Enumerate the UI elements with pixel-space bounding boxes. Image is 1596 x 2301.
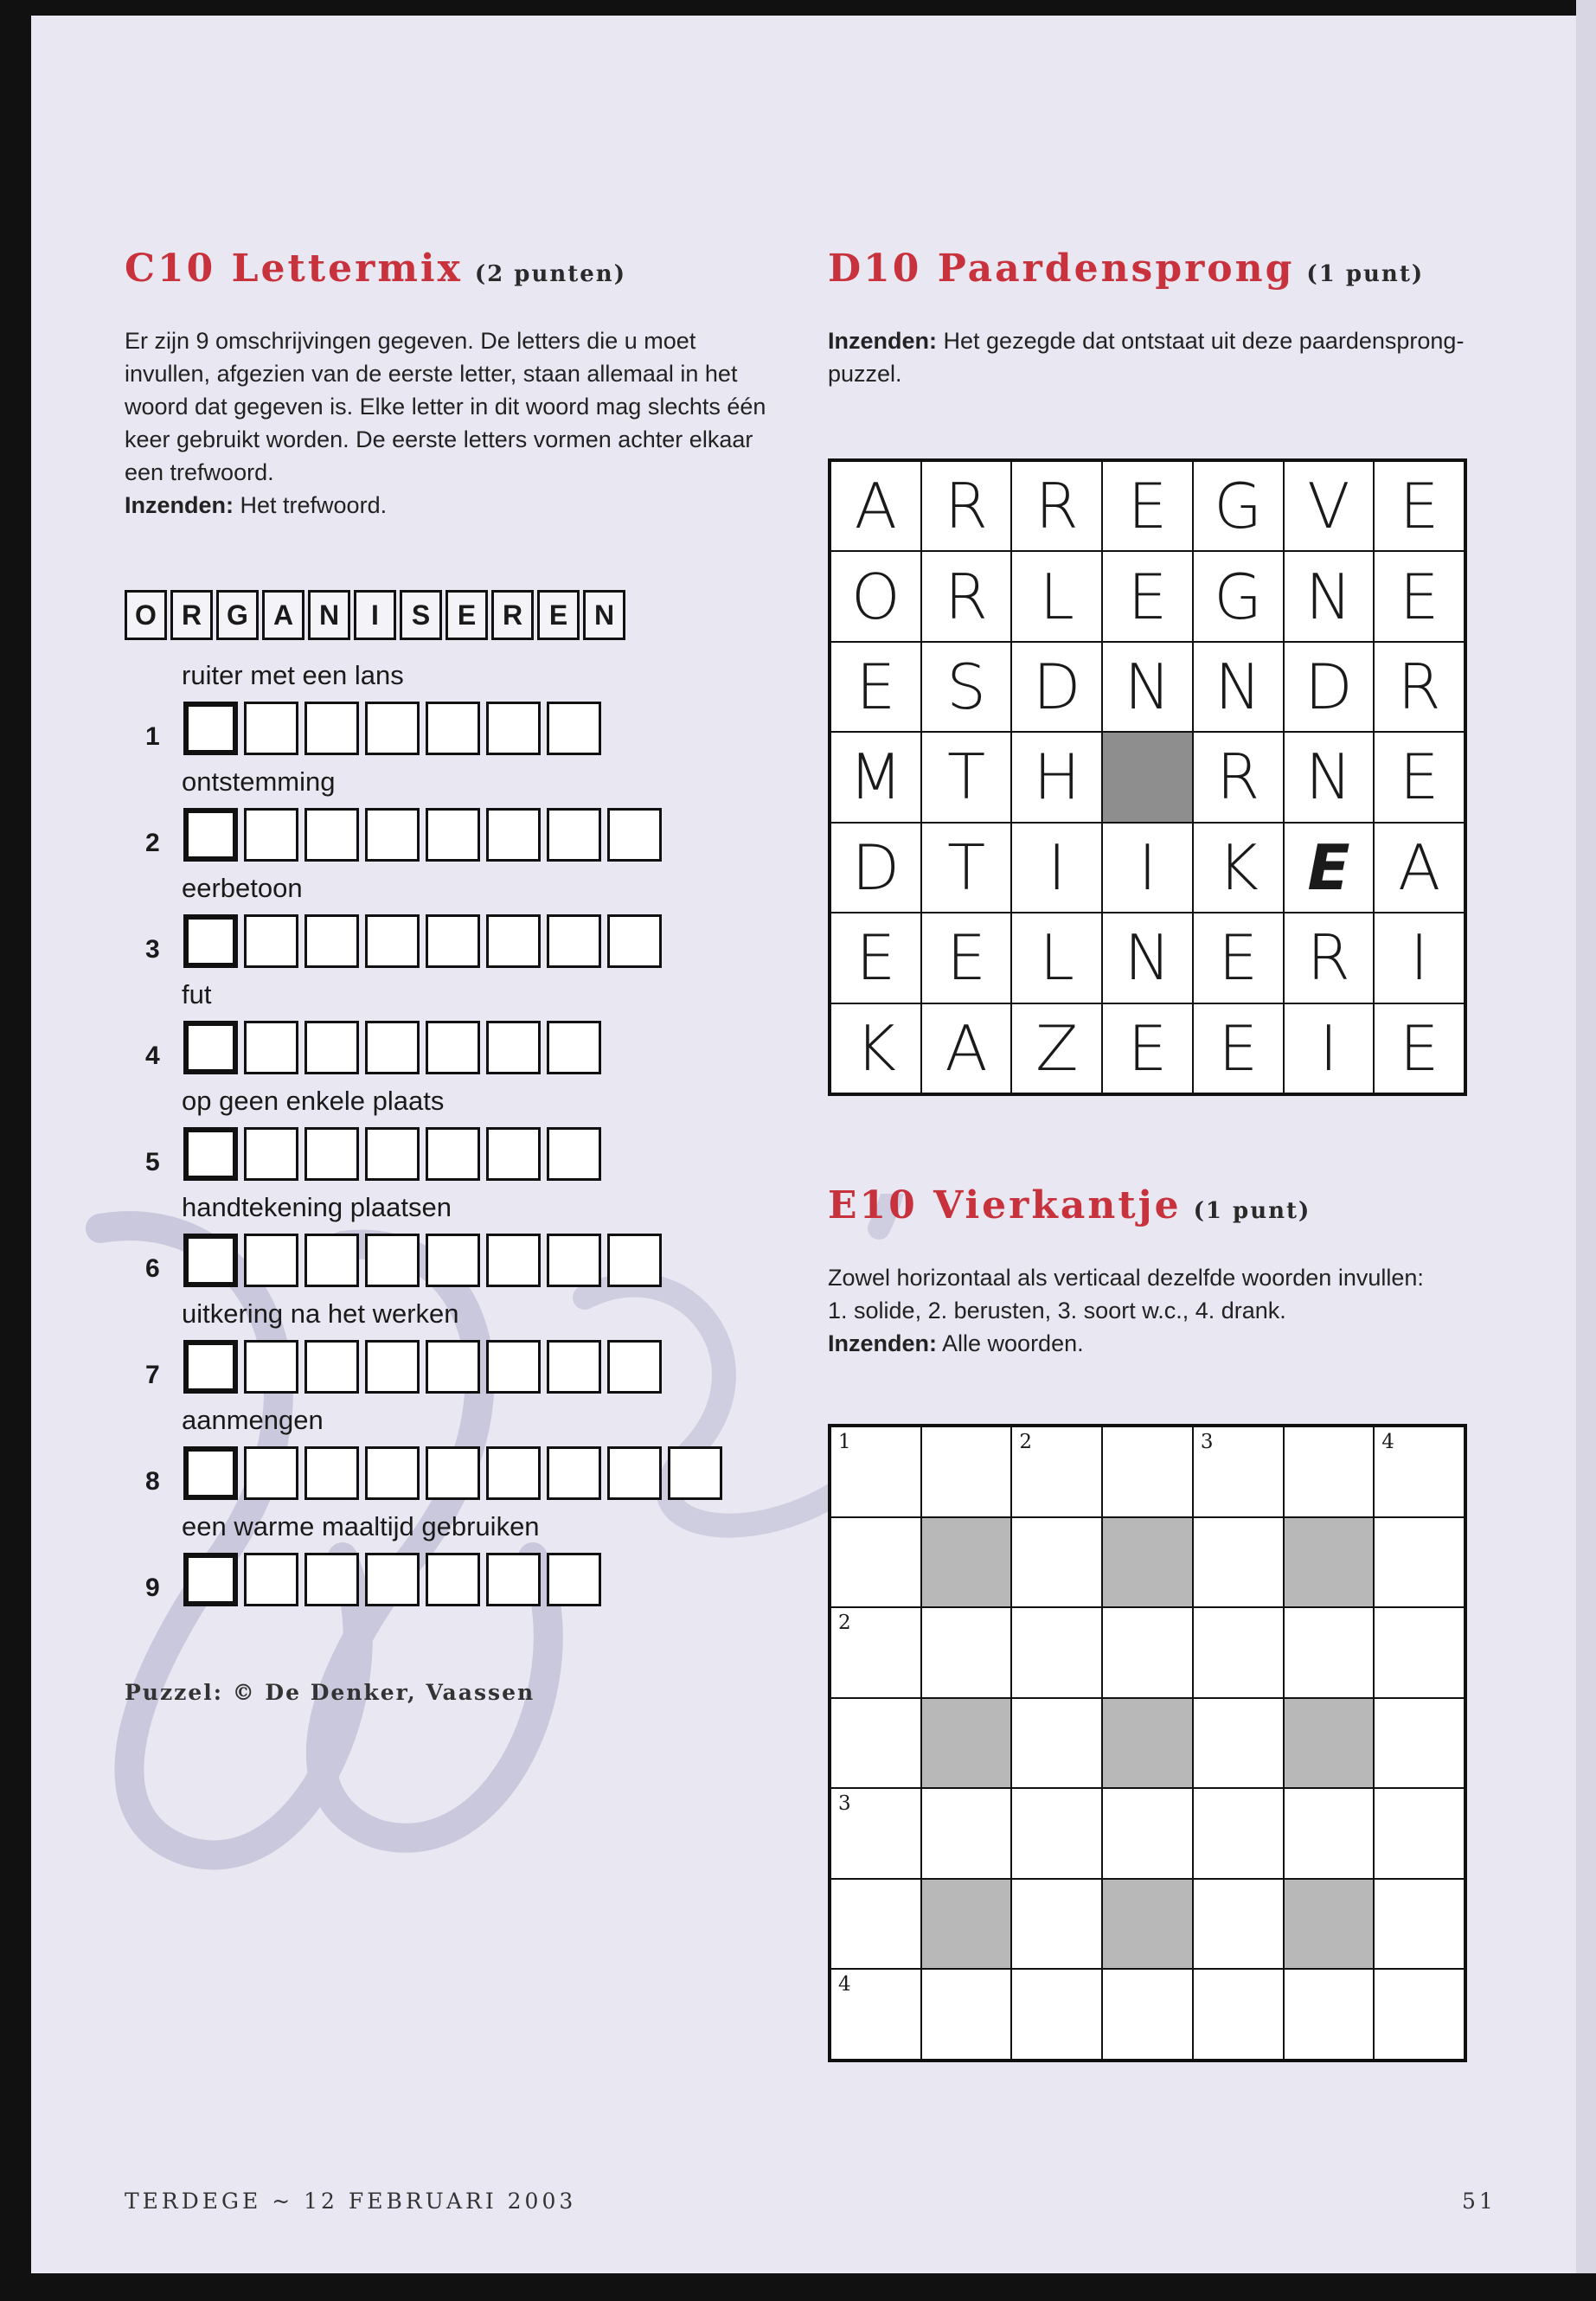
answer-letter-box[interactable] bbox=[304, 1234, 359, 1287]
grid-letter-cell: A bbox=[1374, 823, 1465, 913]
footer-publication: TERDEGE ~ 12 FEBRUARI 2003 bbox=[125, 2189, 577, 2214]
grid-answer-cell[interactable] bbox=[830, 1698, 921, 1789]
e10-points: (1 punt) bbox=[1193, 1198, 1311, 1224]
answer-letter-box[interactable] bbox=[365, 1340, 420, 1394]
grid-letter-cell: E bbox=[1374, 732, 1465, 822]
c10-submit-label: Inzenden: bbox=[125, 492, 234, 518]
grid-answer-cell[interactable] bbox=[1374, 1879, 1465, 1970]
word-letter: S bbox=[400, 590, 442, 640]
word-letter: R bbox=[491, 590, 534, 640]
d10-submit-text: Het gezegde dat ontstaat uit deze paardensprong-puzzel. bbox=[828, 328, 1465, 387]
grid-shaded-cell bbox=[1102, 1879, 1193, 1970]
answer-letter-box[interactable] bbox=[304, 1021, 359, 1074]
grid-letter-cell: R bbox=[1374, 642, 1465, 732]
answer-letter-box[interactable] bbox=[183, 1340, 238, 1394]
word-letter: G bbox=[216, 590, 259, 640]
answer-letter-box[interactable] bbox=[486, 808, 541, 862]
question-description: aanmengen bbox=[182, 1405, 324, 1435]
grid-letter-cell: D bbox=[830, 823, 921, 913]
answer-letter-box[interactable] bbox=[365, 1021, 420, 1074]
grid-answer-cell[interactable] bbox=[830, 1607, 921, 1698]
answer-letter-box[interactable] bbox=[607, 1340, 662, 1394]
grid-letter-cell: N bbox=[1284, 551, 1375, 641]
grid-letter-cell: E bbox=[1284, 823, 1375, 913]
answer-letter-box[interactable] bbox=[244, 808, 298, 862]
page-border-top bbox=[0, 0, 1596, 16]
vierkantje-grid bbox=[828, 1424, 1467, 2062]
answer-letter-box[interactable] bbox=[365, 1446, 420, 1500]
grid-answer-cell[interactable] bbox=[1102, 1426, 1193, 1517]
grid-answer-cell[interactable] bbox=[1193, 1607, 1284, 1698]
answer-letter-box[interactable] bbox=[244, 1234, 298, 1287]
grid-answer-cell[interactable] bbox=[921, 1788, 1012, 1879]
answer-letter-box[interactable] bbox=[426, 808, 480, 862]
question-number: 2 bbox=[145, 829, 160, 857]
grid-letter-cell: E bbox=[1193, 1003, 1284, 1093]
grid-answer-cell[interactable] bbox=[1284, 1788, 1375, 1879]
grid-shaded-cell bbox=[1102, 1517, 1193, 1608]
grid-letter-cell: T bbox=[921, 732, 1012, 822]
answer-letter-box[interactable] bbox=[183, 1446, 238, 1500]
c10-title: C10 Lettermix bbox=[125, 247, 463, 291]
grid-shaded-cell bbox=[1284, 1698, 1375, 1789]
answer-letter-box[interactable] bbox=[365, 1127, 420, 1181]
grid-answer-cell[interactable] bbox=[1193, 1788, 1284, 1879]
grid-letter-cell: N bbox=[1102, 913, 1193, 1003]
grid-letter-cell: K bbox=[830, 1003, 921, 1093]
answer-letter-box[interactable] bbox=[486, 1127, 541, 1181]
answer-letter-box[interactable] bbox=[486, 1340, 541, 1394]
question-description: handtekening plaatsen bbox=[182, 1192, 452, 1222]
e10-title: E10 Vierkantje bbox=[828, 1183, 1182, 1227]
grid-letter-cell: K bbox=[1193, 823, 1284, 913]
answer-letter-box[interactable] bbox=[547, 1234, 601, 1287]
answer-letter-box[interactable] bbox=[426, 1340, 480, 1394]
grid-letter-cell: I bbox=[1284, 1003, 1375, 1093]
answer-letter-box[interactable] bbox=[183, 914, 238, 968]
c10-points: (2 punten) bbox=[474, 261, 627, 287]
grid-letter-cell: O bbox=[830, 551, 921, 641]
answer-boxes bbox=[183, 702, 601, 755]
word-letter: E bbox=[445, 590, 488, 640]
answer-boxes bbox=[183, 1234, 662, 1287]
grid-clue-number: 4 bbox=[838, 1973, 851, 1997]
answer-letter-box[interactable] bbox=[486, 702, 541, 755]
grid-letter-cell: R bbox=[921, 551, 1012, 641]
grid-answer-cell[interactable] bbox=[1011, 1607, 1102, 1698]
grid-clue-number: 1 bbox=[838, 1431, 851, 1453]
answer-letter-box[interactable] bbox=[426, 914, 480, 968]
e10-heading bbox=[828, 1183, 1311, 1227]
d10-submit-label: Inzenden: bbox=[828, 328, 937, 354]
grid-answer-cell[interactable] bbox=[1011, 1879, 1102, 1970]
page-border-right bbox=[1576, 0, 1596, 2301]
d10-points: (1 punt) bbox=[1306, 261, 1425, 287]
grid-letter-cell: A bbox=[921, 1003, 1012, 1093]
word-letter: R bbox=[170, 590, 213, 640]
grid-clue-number: 4 bbox=[1381, 1431, 1394, 1453]
grid-letter-cell: E bbox=[830, 913, 921, 1003]
word-letter: O bbox=[125, 590, 167, 640]
question-description: eerbetoon bbox=[182, 873, 303, 903]
word-letter: N bbox=[583, 590, 625, 640]
grid-letter-cell: S bbox=[921, 642, 1012, 732]
answer-letter-box[interactable] bbox=[426, 1021, 480, 1074]
e10-intro-2: 1. solide, 2. berusten, 3. soort w.c., 4. drank. bbox=[828, 1298, 1286, 1324]
answer-letter-box[interactable] bbox=[547, 1553, 601, 1606]
question-number: 9 bbox=[145, 1574, 160, 1602]
grid-answer-cell[interactable] bbox=[1011, 1788, 1102, 1879]
grid-letter-cell: Z bbox=[1011, 1003, 1102, 1093]
grid-answer-cell[interactable] bbox=[1193, 1517, 1284, 1608]
grid-letter-cell: E bbox=[1102, 551, 1193, 641]
grid-letter-cell: L bbox=[1011, 913, 1102, 1003]
grid-answer-cell[interactable] bbox=[921, 1607, 1012, 1698]
grid-shaded-cell bbox=[921, 1698, 1012, 1789]
word-letter: A bbox=[262, 590, 304, 640]
answer-letter-box[interactable] bbox=[547, 914, 601, 968]
grid-letter-cell: N bbox=[1284, 732, 1375, 822]
grid-answer-cell[interactable] bbox=[1193, 1698, 1284, 1789]
grid-letter-cell: G bbox=[1193, 551, 1284, 641]
grid-letter-cell: E bbox=[1193, 913, 1284, 1003]
grid-letter-cell: D bbox=[1284, 642, 1375, 732]
grid-shaded-cell bbox=[1102, 732, 1193, 822]
question-number: 3 bbox=[145, 935, 160, 964]
answer-letter-box[interactable] bbox=[244, 1553, 298, 1606]
answer-letter-box[interactable] bbox=[304, 1446, 359, 1500]
grid-answer-cell[interactable] bbox=[1102, 1607, 1193, 1698]
grid-letter-cell: I bbox=[1374, 913, 1465, 1003]
grid-answer-cell[interactable] bbox=[1011, 1969, 1102, 2060]
answer-letter-box[interactable] bbox=[547, 702, 601, 755]
answer-letter-box[interactable] bbox=[244, 1340, 298, 1394]
answer-letter-box[interactable] bbox=[183, 702, 238, 755]
page-border-left bbox=[0, 0, 31, 2301]
grid-letter-cell: L bbox=[1011, 551, 1102, 641]
answer-letter-box[interactable] bbox=[304, 808, 359, 862]
grid-answer-cell[interactable] bbox=[1284, 1607, 1375, 1698]
answer-letter-box[interactable] bbox=[304, 702, 359, 755]
grid-letter-cell: T bbox=[921, 823, 1012, 913]
grid-letter-cell: M bbox=[830, 732, 921, 822]
grid-answer-cell[interactable] bbox=[1374, 1426, 1465, 1517]
answer-letter-box[interactable] bbox=[486, 1234, 541, 1287]
grid-letter-cell: R bbox=[1284, 913, 1375, 1003]
e10-submit-label: Inzenden: bbox=[828, 1330, 937, 1356]
grid-letter-cell: E bbox=[830, 642, 921, 732]
c10-intro: Er zijn 9 omschrijvingen gegeven. De letters die u moet invullen, afgezien van de eerste letter, staan allemaal in het woord dat gegeven is. Elke letter in dit woord mag slechts één keer gebruikt worden. De eerste letters vormen achter elkaar een trefwoord. bbox=[125, 328, 766, 485]
word-letter: E bbox=[537, 590, 580, 640]
question-number: 5 bbox=[145, 1148, 160, 1176]
grid-letter-cell: E bbox=[1102, 461, 1193, 551]
answer-letter-box[interactable] bbox=[365, 702, 420, 755]
grid-answer-cell[interactable] bbox=[921, 1426, 1012, 1517]
grid-answer-cell[interactable] bbox=[1011, 1517, 1102, 1608]
answer-letter-box[interactable] bbox=[304, 1340, 359, 1394]
grid-answer-cell[interactable] bbox=[1102, 1969, 1193, 2060]
answer-letter-box[interactable] bbox=[486, 914, 541, 968]
answer-letter-box[interactable] bbox=[244, 914, 298, 968]
grid-letter-cell: H bbox=[1011, 732, 1102, 822]
answer-letter-box[interactable] bbox=[304, 914, 359, 968]
d10-heading bbox=[828, 247, 1424, 291]
question-description: uitkering na het werken bbox=[182, 1298, 459, 1329]
grid-letter-cell: I bbox=[1011, 823, 1102, 913]
grid-clue-number: 2 bbox=[838, 1612, 851, 1635]
answer-letter-box[interactable] bbox=[304, 1553, 359, 1606]
grid-letter-cell: R bbox=[1193, 732, 1284, 822]
grid-shaded-cell bbox=[1102, 1698, 1193, 1789]
answer-letter-box[interactable] bbox=[183, 1021, 238, 1074]
e10-submit-text: Alle woorden. bbox=[942, 1330, 1084, 1356]
grid-letter-cell: E bbox=[1374, 551, 1465, 641]
answer-boxes bbox=[183, 1553, 601, 1606]
grid-answer-cell[interactable] bbox=[1193, 1969, 1284, 2060]
answer-boxes bbox=[183, 1446, 722, 1500]
c10-submit-text: Het trefwoord. bbox=[240, 492, 388, 518]
question-description: ruiter met een lans bbox=[182, 660, 404, 690]
c10-heading bbox=[125, 247, 626, 291]
question-number: 8 bbox=[145, 1467, 160, 1496]
answer-letter-box[interactable] bbox=[365, 808, 420, 862]
puzzle-credit: Puzzel: © De Denker, Vaassen bbox=[125, 1680, 535, 1705]
answer-letter-box[interactable] bbox=[183, 1127, 238, 1181]
answer-boxes bbox=[183, 1340, 662, 1394]
grid-clue-number: 3 bbox=[838, 1792, 851, 1816]
grid-answer-cell[interactable] bbox=[830, 1879, 921, 1970]
answer-letter-box[interactable] bbox=[365, 914, 420, 968]
grid-letter-cell: E bbox=[1102, 1003, 1193, 1093]
grid-letter-cell: D bbox=[1011, 642, 1102, 732]
grid-letter-cell: V bbox=[1284, 461, 1375, 551]
answer-letter-box[interactable] bbox=[547, 1340, 601, 1394]
answer-letter-box[interactable] bbox=[183, 1234, 238, 1287]
grid-answer-cell[interactable] bbox=[1374, 1788, 1465, 1879]
page-number: 51 bbox=[1462, 2189, 1497, 2214]
answer-letter-box[interactable] bbox=[607, 808, 662, 862]
answer-letter-box[interactable] bbox=[547, 808, 601, 862]
answer-letter-box[interactable] bbox=[426, 702, 480, 755]
question-description: ontstemming bbox=[182, 766, 336, 797]
grid-shaded-cell bbox=[921, 1517, 1012, 1608]
answer-letter-box[interactable] bbox=[244, 702, 298, 755]
answer-letter-box[interactable] bbox=[365, 1553, 420, 1606]
answer-letter-box[interactable] bbox=[607, 1446, 662, 1500]
grid-shaded-cell bbox=[1284, 1879, 1375, 1970]
grid-clue-number: 3 bbox=[1200, 1431, 1214, 1453]
answer-letter-box[interactable] bbox=[183, 808, 238, 862]
answer-boxes bbox=[183, 1021, 601, 1074]
answer-letter-box[interactable] bbox=[486, 1021, 541, 1074]
question-description: een warme maaltijd gebruiken bbox=[182, 1511, 540, 1541]
answer-letter-box[interactable] bbox=[607, 914, 662, 968]
answer-letter-box[interactable] bbox=[426, 1446, 480, 1500]
grid-answer-cell[interactable] bbox=[1284, 1969, 1375, 2060]
grid-answer-cell[interactable] bbox=[1011, 1698, 1102, 1789]
grid-answer-cell[interactable] bbox=[1374, 1969, 1465, 2060]
question-number: 1 bbox=[145, 722, 160, 751]
grid-answer-cell[interactable] bbox=[1374, 1698, 1465, 1789]
grid-letter-cell: A bbox=[830, 461, 921, 551]
paardensprong-grid bbox=[828, 458, 1467, 1096]
answer-boxes bbox=[183, 1127, 601, 1181]
answer-boxes bbox=[183, 808, 662, 862]
answer-letter-box[interactable] bbox=[486, 1446, 541, 1500]
word-letter: I bbox=[354, 590, 396, 640]
answer-letter-box[interactable] bbox=[426, 1127, 480, 1181]
grid-answer-cell[interactable] bbox=[1102, 1788, 1193, 1879]
answer-letter-box[interactable] bbox=[547, 1127, 601, 1181]
grid-letter-cell: G bbox=[1193, 461, 1284, 551]
e10-intro-1: Zowel horizontaal als verticaal dezelfde woorden invullen: bbox=[828, 1265, 1424, 1291]
answer-letter-box[interactable] bbox=[547, 1021, 601, 1074]
grid-answer-cell[interactable] bbox=[1374, 1607, 1465, 1698]
grid-letter-cell: R bbox=[1011, 461, 1102, 551]
grid-letter-cell: I bbox=[1102, 823, 1193, 913]
grid-letter-cell: R bbox=[921, 461, 1012, 551]
d10-instructions bbox=[828, 324, 1468, 390]
answer-letter-box[interactable] bbox=[304, 1127, 359, 1181]
grid-answer-cell[interactable] bbox=[830, 1969, 921, 2060]
grid-letter-cell: E bbox=[1374, 1003, 1465, 1093]
grid-answer-cell[interactable] bbox=[921, 1969, 1012, 2060]
answer-letter-box[interactable] bbox=[426, 1553, 480, 1606]
answer-letter-box[interactable] bbox=[183, 1553, 238, 1606]
grid-answer-cell[interactable] bbox=[1193, 1426, 1284, 1517]
question-description: fut bbox=[182, 979, 212, 1009]
answer-letter-box[interactable] bbox=[244, 1446, 298, 1500]
answer-letter-box[interactable] bbox=[547, 1446, 601, 1500]
d10-title: D10 Paardensprong bbox=[828, 247, 1295, 291]
answer-letter-box[interactable] bbox=[365, 1234, 420, 1287]
grid-letter-cell: E bbox=[1374, 461, 1465, 551]
answer-letter-box[interactable] bbox=[486, 1553, 541, 1606]
grid-answer-cell[interactable] bbox=[830, 1426, 921, 1517]
answer-letter-box[interactable] bbox=[244, 1021, 298, 1074]
grid-shaded-cell bbox=[1284, 1517, 1375, 1608]
question-number: 4 bbox=[145, 1042, 160, 1070]
question-number: 7 bbox=[145, 1361, 160, 1389]
e10-instructions bbox=[828, 1261, 1485, 1360]
c10-instructions bbox=[125, 324, 782, 522]
grid-clue-number: 2 bbox=[1019, 1431, 1033, 1453]
answer-letter-box[interactable] bbox=[244, 1127, 298, 1181]
question-description: op geen enkele plaats bbox=[182, 1086, 445, 1116]
grid-answer-cell[interactable] bbox=[1284, 1426, 1375, 1517]
grid-letter-cell: E bbox=[921, 913, 1012, 1003]
grid-answer-cell[interactable] bbox=[1011, 1426, 1102, 1517]
grid-answer-cell[interactable] bbox=[830, 1788, 921, 1879]
answer-boxes bbox=[183, 914, 662, 968]
answer-letter-box[interactable] bbox=[607, 1234, 662, 1287]
grid-answer-cell[interactable] bbox=[830, 1517, 921, 1608]
grid-letter-cell: N bbox=[1102, 642, 1193, 732]
word-letter: N bbox=[308, 590, 350, 640]
question-number: 6 bbox=[145, 1254, 160, 1283]
grid-answer-cell[interactable] bbox=[1193, 1879, 1284, 1970]
answer-letter-box[interactable] bbox=[668, 1446, 722, 1500]
page-border-bottom bbox=[0, 2273, 1596, 2301]
answer-letter-box[interactable] bbox=[426, 1234, 480, 1287]
c10-source-word bbox=[125, 590, 625, 640]
grid-shaded-cell bbox=[921, 1879, 1012, 1970]
grid-answer-cell[interactable] bbox=[1374, 1517, 1465, 1608]
grid-letter-cell: N bbox=[1193, 642, 1284, 732]
